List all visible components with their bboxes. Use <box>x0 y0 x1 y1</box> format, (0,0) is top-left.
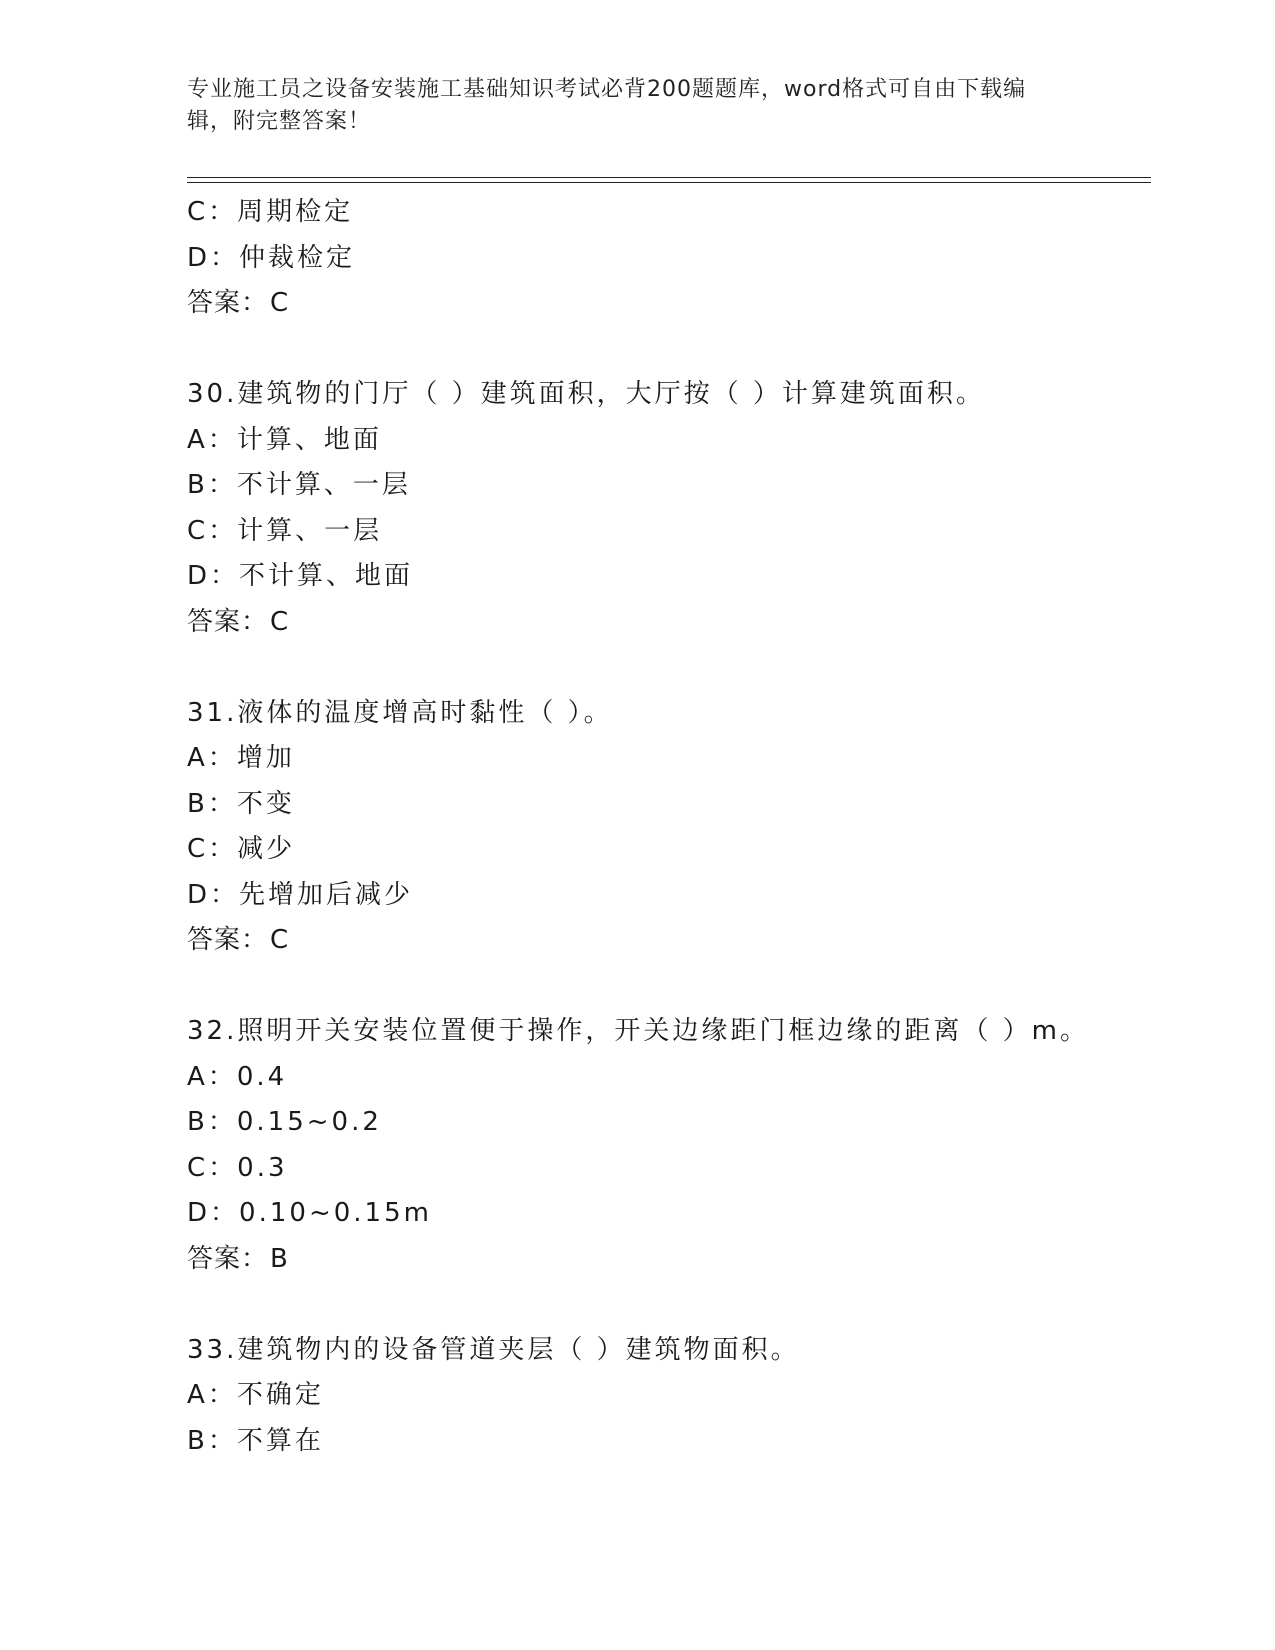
spacer <box>187 1282 1151 1328</box>
option-line: A：增加 <box>187 743 295 773</box>
question-line <box>187 691 1151 737</box>
option-line: C：周期检定 <box>187 197 354 227</box>
option-letter: D <box>187 879 211 910</box>
option-text: 不确定 <box>236 1380 324 1410</box>
answer-label: 答案： <box>187 606 269 637</box>
option-line: A：0.4 <box>187 1061 288 1092</box>
question-block <box>187 1328 1151 1465</box>
question-block <box>187 691 1151 964</box>
option-text: 0.3 <box>237 1152 288 1183</box>
question-text: 液体的温度增高时黏性（ ）。 <box>237 697 613 728</box>
option-line: D：仲裁检定 <box>187 242 356 273</box>
option-text: 不算在 <box>236 1425 324 1456</box>
option-letter: D <box>187 1198 211 1228</box>
question-block <box>187 372 1151 645</box>
option-text: 先增加后减少 <box>239 879 414 910</box>
question-line <box>187 1009 1151 1055</box>
option-text: 减少 <box>237 834 296 864</box>
option-letter: D <box>187 242 211 273</box>
spacer <box>187 327 1151 373</box>
answer-line <box>187 918 1151 964</box>
answer-value: C <box>270 288 290 318</box>
option-line: A：不确定 <box>187 1380 324 1410</box>
option-letter: B <box>187 788 208 819</box>
option-line: B：不计算、一层 <box>187 470 411 500</box>
option-text: 0.4 <box>236 1061 288 1092</box>
header-double-rule <box>187 177 1151 183</box>
option-line: D：不计算、地面 <box>187 561 414 591</box>
option-line: C：0.3 <box>187 1152 288 1183</box>
question-line <box>187 372 1151 418</box>
spacer <box>187 645 1151 691</box>
spacer <box>187 964 1151 1010</box>
question-number: 33. <box>187 1334 238 1365</box>
answer-line <box>187 1237 1151 1283</box>
question-text: 照明开关安装位置便于操作，开关边缘距门框边缘的距离（ ）m。 <box>237 1016 1089 1046</box>
option-letter: A <box>187 1380 208 1410</box>
option-text: 计算、一层 <box>237 515 383 546</box>
question-number: 31. <box>187 697 238 728</box>
answer-value: C <box>270 925 290 955</box>
option-letter: C <box>187 515 209 546</box>
answer-line <box>187 600 1151 646</box>
option-letter: C <box>187 834 209 864</box>
option-letter: C <box>187 1152 209 1183</box>
question-block <box>187 1009 1151 1282</box>
option-letter: A <box>187 743 208 773</box>
option-line: D：0.10~0.15m <box>187 1198 432 1228</box>
question-text: 建筑物的门厅（ ）建筑面积，大厅按（ ）计算建筑面积。 <box>237 379 985 409</box>
option-letter: B <box>187 1107 208 1137</box>
page-header-title: 专业施工员之设备安装施工基础知识考试必背200题题库，word格式可自由下载编辑，附完整答案！ <box>187 77 1027 134</box>
document-body <box>187 190 1151 1464</box>
option-text: 计算、地面 <box>236 424 382 455</box>
option-line: D：先增加后减少 <box>187 879 414 910</box>
option-line: B：不算在 <box>187 1425 324 1456</box>
answer-value: B <box>270 1243 289 1274</box>
option-text: 不计算、地面 <box>239 561 414 591</box>
answer-line <box>187 281 1151 327</box>
option-letter: A <box>187 424 208 455</box>
option-text: 0.15~0.2 <box>236 1107 382 1137</box>
option-text: 不计算、一层 <box>236 470 411 500</box>
answer-label: 答案： <box>187 925 269 955</box>
question-text: 建筑物内的设备管道夹层（ ）建筑物面积。 <box>237 1334 800 1365</box>
option-text: 仲裁检定 <box>239 242 356 273</box>
option-line: B：不变 <box>187 788 295 819</box>
option-letter: B <box>187 470 208 500</box>
option-letter: C <box>187 197 209 227</box>
question-number: 32. <box>187 1016 238 1046</box>
answer-value: C <box>270 606 290 637</box>
answer-label: 答案： <box>187 288 269 318</box>
question-line <box>187 1328 1151 1374</box>
option-letter: A <box>187 1061 208 1092</box>
option-text: 0.10~0.15m <box>239 1198 432 1228</box>
option-letter: B <box>187 1425 208 1456</box>
option-text: 周期检定 <box>237 197 354 227</box>
option-letter: D <box>187 561 211 591</box>
option-line: B：0.15~0.2 <box>187 1107 382 1137</box>
option-line: C：减少 <box>187 834 296 864</box>
option-line: A：计算、地面 <box>187 424 382 455</box>
option-line: C：计算、一层 <box>187 515 383 546</box>
question-number: 30. <box>187 379 238 409</box>
answer-label: 答案： <box>187 1243 269 1274</box>
option-text: 增加 <box>236 743 295 773</box>
option-text: 不变 <box>236 788 295 819</box>
